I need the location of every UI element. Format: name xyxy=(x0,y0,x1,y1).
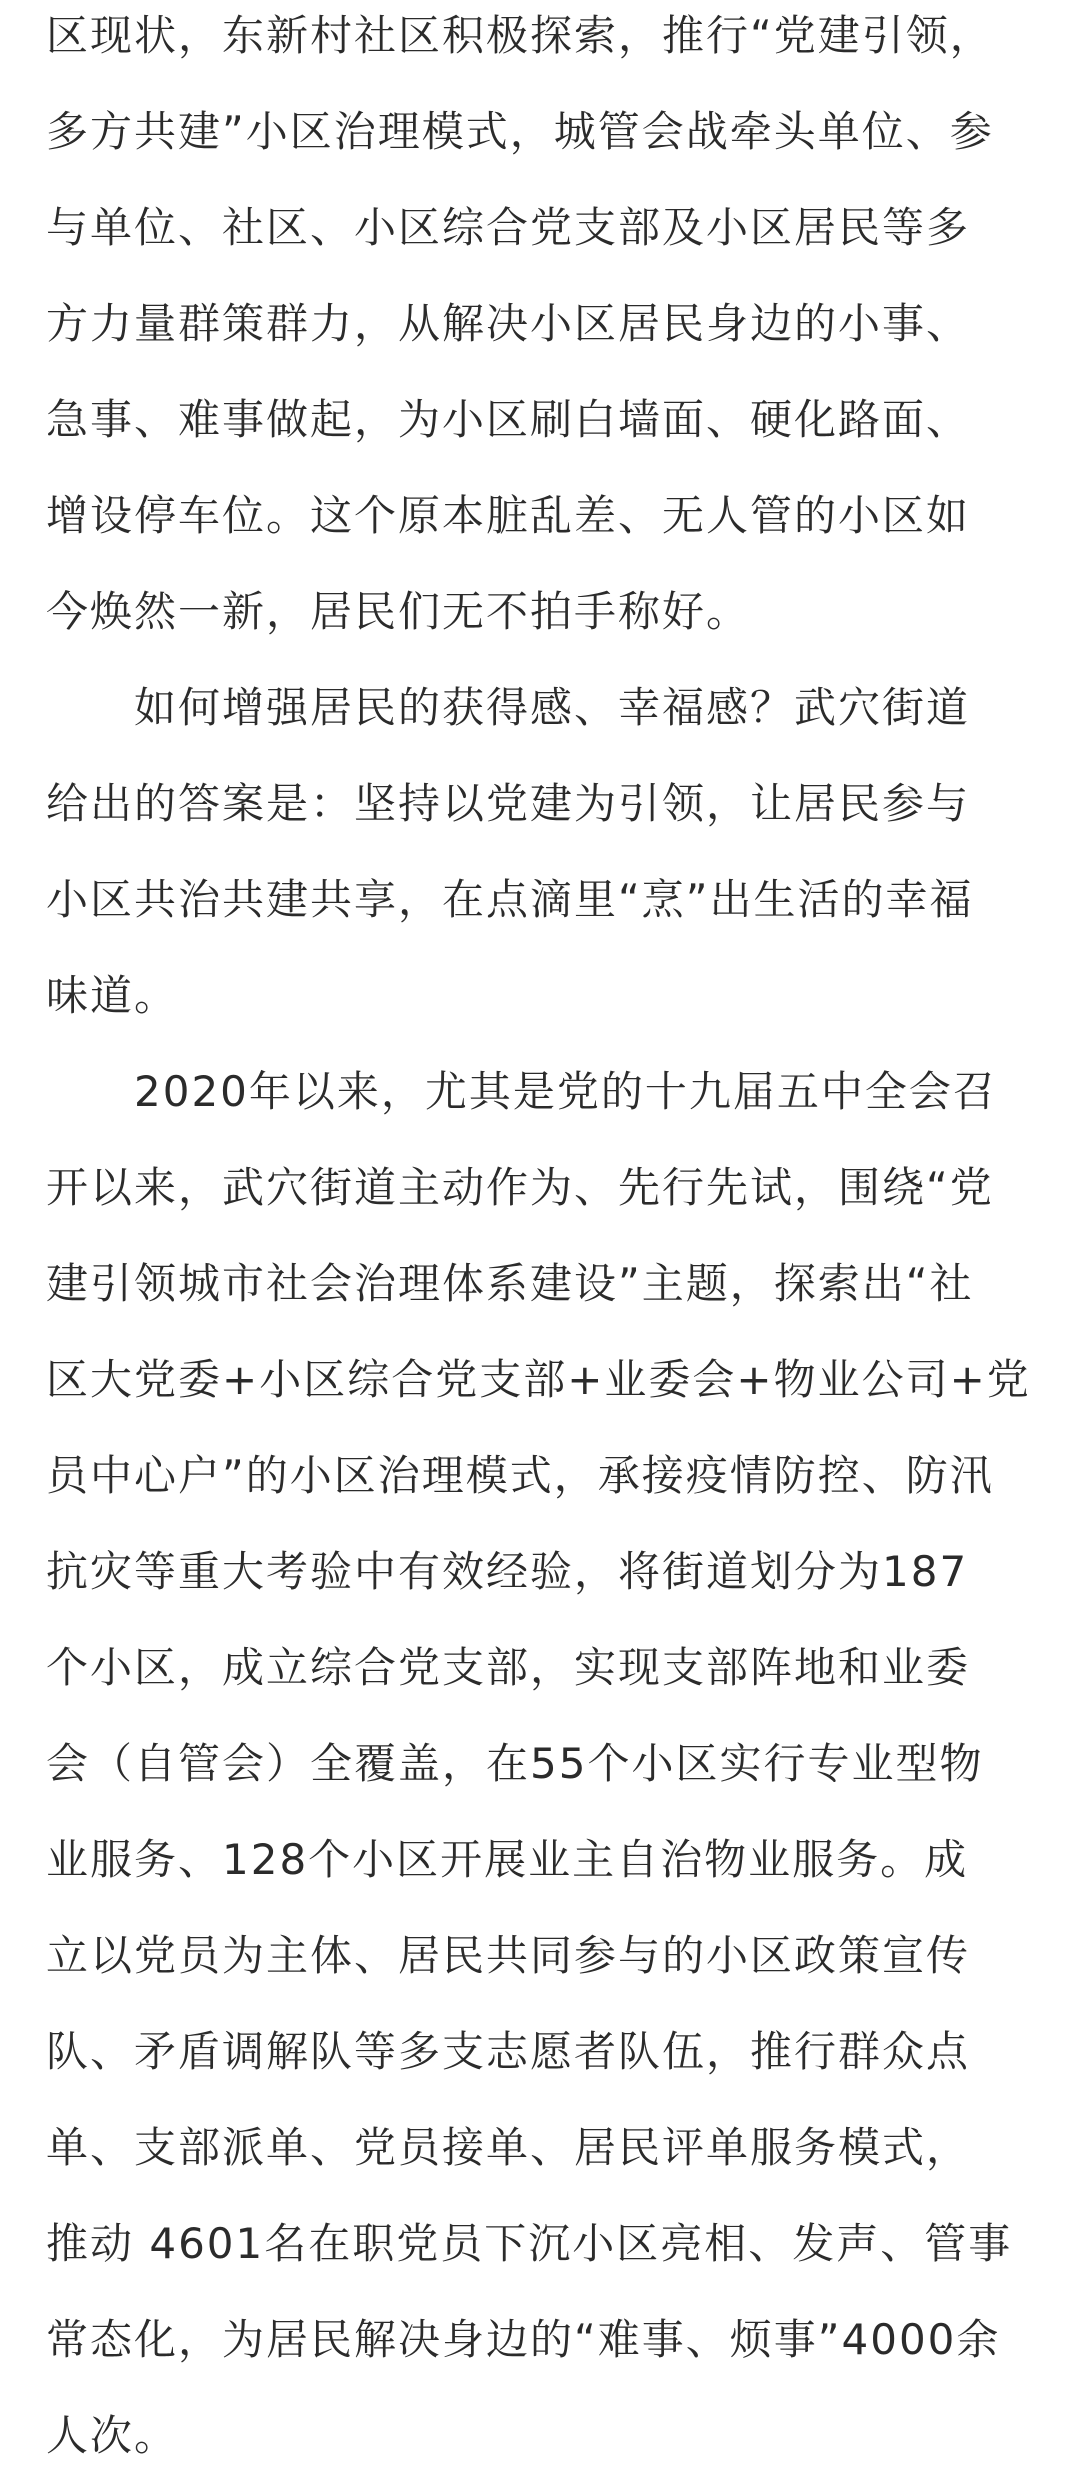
text-line: 如何增强居民的获得感、幸福感？武穴街道 xyxy=(134,683,971,732)
text-line: 建引领城市社会治理体系建设”主题，探索出“社 xyxy=(46,1259,974,1308)
article-body xyxy=(46,0,1036,2484)
text-line: 与单位、社区、小区综合党支部及小区居民等多 xyxy=(46,203,971,252)
text-line: 方力量群策群力，从解决小区居民身边的小事、 xyxy=(46,299,971,348)
text-line: 给出的答案是：坚持以党建为引领，让居民参与 xyxy=(46,779,971,828)
text-line: 单、支部派单、党员接单、居民评单服务模式， xyxy=(46,2123,971,2172)
paragraph-3 xyxy=(46,1044,1036,2484)
text-line: 员中心户”的小区治理模式，承接疫情防控、防汛 xyxy=(46,1451,994,1500)
text-line: 常态化，为居民解决身边的“难事、烦事”4000余 xyxy=(46,2315,1001,2364)
text-line: 开以来，武穴街道主动作为、先行先试，围绕“党 xyxy=(46,1163,994,1212)
text-line: 2020年以来，尤其是党的十九届五中全会召 xyxy=(134,1067,997,1116)
text-line: 区现状，东新村社区积极探索，推行“党建引领， xyxy=(46,11,994,60)
paragraph-2 xyxy=(46,660,1036,1044)
text-line: 推动 4601名在职党员下沉小区亮相、发声、管事 xyxy=(46,2219,1013,2268)
text-line: 今焕然一新，居民们无不拍手称好。 xyxy=(46,587,751,636)
text-line: 多方共建”小区治理模式，城管会战牵头单位、参 xyxy=(46,107,994,156)
text-line: 人次。 xyxy=(46,2411,179,2460)
paragraph-1 xyxy=(46,0,1036,660)
text-line: 队、矛盾调解队等多支志愿者队伍，推行群众点 xyxy=(46,2027,971,2076)
text-line: 个小区，成立综合党支部，实现支部阵地和业委 xyxy=(46,1643,971,1692)
text-line: 立以党员为主体、居民共同参与的小区政策宣传 xyxy=(46,1931,971,1980)
text-line: 会（自管会）全覆盖，在55个小区实行专业型物 xyxy=(46,1739,984,1788)
text-line: 业服务、128个小区开展业主自治物业服务。成 xyxy=(46,1835,969,1884)
text-line: 急事、难事做起，为小区刷白墙面、硬化路面、 xyxy=(46,395,971,444)
text-line: 区大党委+小区综合党支部+业委会+物业公司+党 xyxy=(46,1355,1031,1404)
text-line: 抗灾等重大考验中有效经验，将街道划分为187 xyxy=(46,1547,969,1596)
text-line: 味道。 xyxy=(46,971,179,1020)
text-line: 增设停车位。这个原本脏乱差、无人管的小区如 xyxy=(46,491,971,540)
text-line: 小区共治共建共享，在点滴里“烹”出生活的幸福 xyxy=(46,875,974,924)
